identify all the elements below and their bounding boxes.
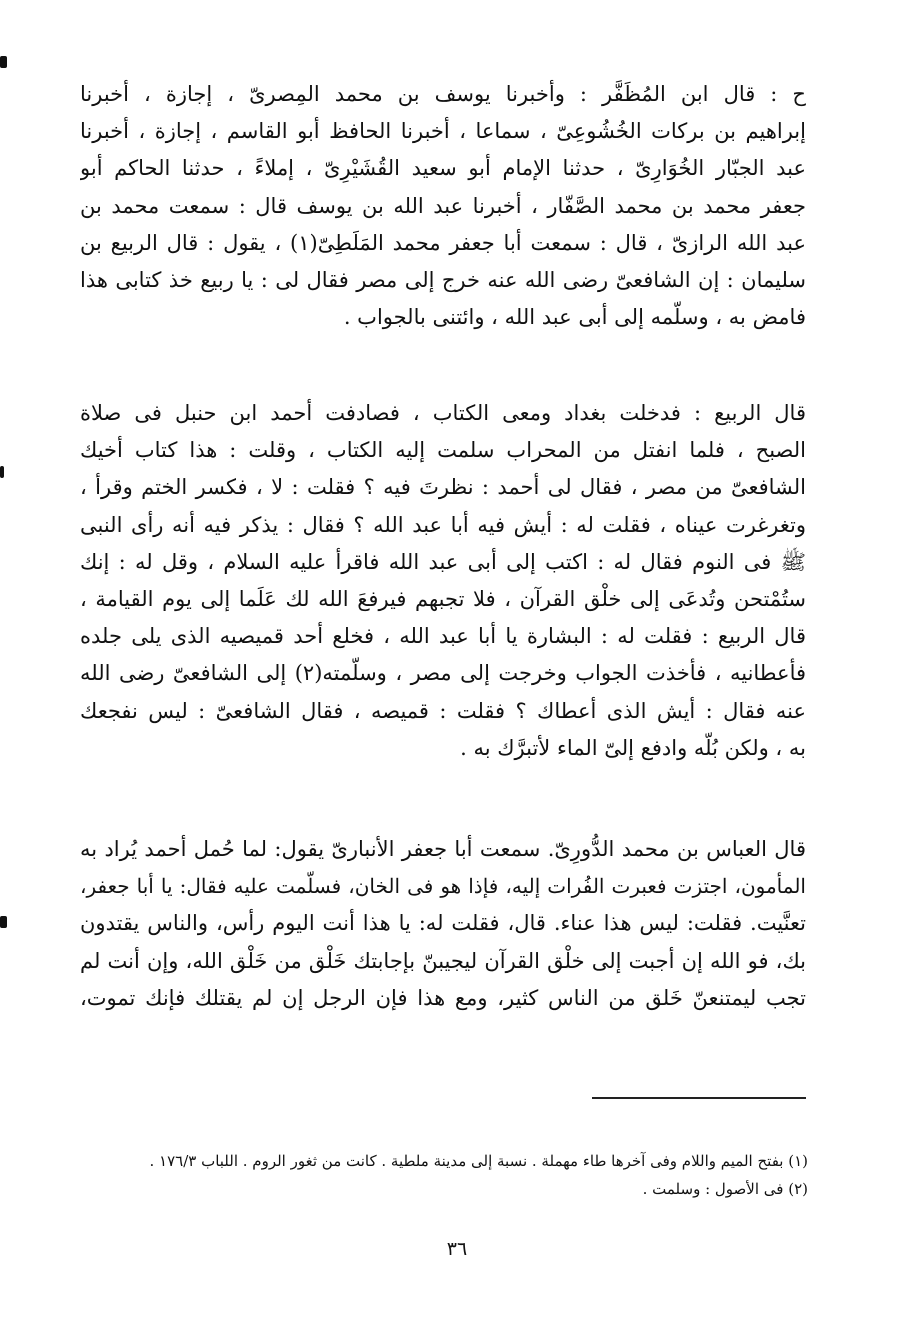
text-line: الصبح ، فلما انفتل من المحراب سلمت إليه الكتاب ، وقلت : هذا كتاب أخيك — [80, 438, 806, 463]
margin-mark — [0, 56, 7, 68]
text-line: إبراهيم بن بركات الخُشُوعِىّ ، سماعا ، أخبرنا الحافظ أبو القاسم ، إجازة ، أخبرنا — [80, 119, 806, 144]
margin-mark — [0, 466, 4, 478]
text-line: تعنَّيت. فقلت: ليس هذا عناء. قال، فقلت له: يا هذا أنت اليوم رأس، والناس يقتدون — [80, 911, 806, 936]
text-line: قال الربيع : فدخلت بغداد ومعى الكتاب ، فصادفت أحمد ابن حنبل فى صلاة — [80, 401, 806, 425]
paragraph-3 — [80, 831, 806, 1017]
text-line: ﷺ فى النوم فقال له : اكتب إلى أبى عبد الله فاقرأ عليه السلام ، وقل له : إنك — [80, 549, 806, 574]
text-line: الشافعىّ من مصر ، فقال لى أحمد : نظرتَ فيه ؟ فقلت : لا ، فكسر الختم وقرأ ، — [80, 475, 806, 500]
text-line: عبد الله الرازىّ ، قال : سمعت أبا جعفر محمد المَلَطِىّ(١) ، يقول : قال الربيع بن — [80, 230, 806, 255]
text-line: قال العباس بن محمد الدُّورِىّ. سمعت أبا جعفر الأنبارىّ يقول: لما حُمل أحمد يُراد به — [80, 837, 806, 861]
text-line: به ، ولكن بُلّه وادفع إلىّ الماء لأتبرَّك به . — [460, 735, 806, 760]
footnote-separator — [592, 1097, 806, 1099]
text-line: عنه فقال : أيش الذى أعطاك ؟ فقلت : قميصه ، فقال الشافعىّ : ليس نفجعك — [80, 698, 806, 723]
text-line: فأعطانيه ، فأخذت الجواب وخرجت إلى مصر ، وسلّمته(٢) إلى الشافعىّ رضى الله — [80, 661, 806, 686]
page-number: ٣٦ — [446, 1238, 468, 1260]
text-line: قال الربيع : فقلت له : البشارة يا أبا عبد الله ، فخلع أحد قميصيه الذى يلى جلده — [80, 624, 806, 649]
text-line: بك، فو الله إن أجبت إلى خلْق القرآن ليجيبنّ بإجابتك خَلْق من خَلْق الله، وإن أنت لم — [80, 948, 806, 973]
margin-mark — [0, 916, 7, 928]
text-line: المأمون، اجتزت فعبرت الفُرات إليه، فإذا هو فى الخان، فسلّمت عليه فقال: يا أبا جعفر، — [80, 874, 806, 899]
footnote-1: (١) بفتح الميم واللام وفى آخرها طاء مهملة . نسبة إلى مدينة ملطية . كانت من ثغور الروم . اللباب ١٧٦/٣ . — [149, 1152, 808, 1170]
text-line: فامض به ، وسلّمه إلى أبى عبد الله ، وائتنى بالجواب . — [343, 305, 806, 330]
text-line: عبد الجبّار الخُوَارِىّ ، حدثنا الإمام أبو سعيد القُشَيْرِىّ ، إملاءً ، حدثنا الحاكم أبو — [80, 156, 806, 181]
text-line: ح : قال ابن المُظَفَّر : وأخبرنا يوسف بن محمد المِصرىّ ، إجازة ، أخبرنا — [80, 82, 806, 106]
text-line: تجب ليمتنعنّ خَلق من الناس كثير، ومع هذا فإن الرجل إن لم يقتلك فإنك تموت، — [80, 985, 806, 1010]
paragraph-2 — [80, 395, 806, 767]
text-line: سليمان : إن الشافعىّ رضى الله عنه خرج إلى مصر فقال لى : يا ربيع خذ كتابى هذا — [80, 267, 806, 292]
text-line: وتغرغرت عيناه ، فقلت له : أيش فيه أبا عبد الله ؟ فقال : يذكر فيه أنه رأى النبى — [80, 512, 806, 537]
text-line: ستُمْتحن وتُدعَى إلى خلْق القرآن ، فلا تجبهم فيرفعَ الله لك عَلَما إلى يوم القيامة ، — [80, 586, 806, 611]
footnote-2: (٢) فى الأصول : وسلمت . — [642, 1180, 808, 1198]
paragraph-1 — [80, 76, 806, 336]
footnotes — [80, 1147, 808, 1203]
text-line: جعفر محمد بن محمد الصَّفّار ، أخبرنا عبد الله بن يوسف قال : سمعت محمد بن — [80, 193, 806, 218]
